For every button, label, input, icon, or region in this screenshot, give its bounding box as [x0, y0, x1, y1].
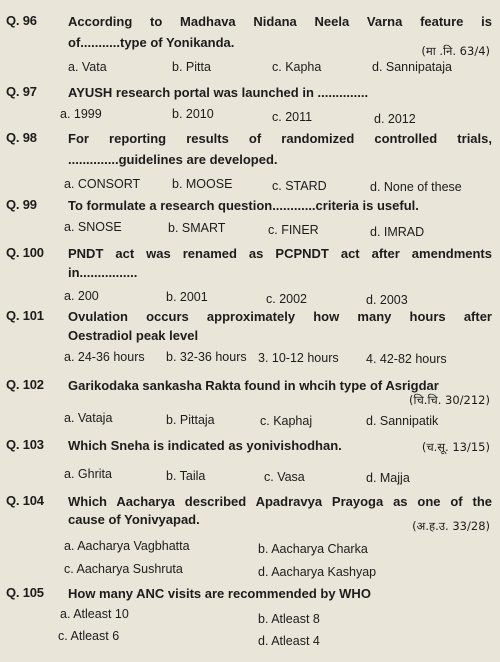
option-d: d. Sannipataja	[372, 60, 452, 74]
question-number: Q. 103	[6, 437, 44, 452]
question-stem-line2: in................	[68, 265, 138, 280]
option-a: a. Vataja	[64, 411, 113, 425]
option-a: a. 1999	[60, 107, 102, 121]
question-stem-line1: How many ANC visits are recommended by WHO	[68, 586, 371, 601]
option-b: b. Pitta	[172, 60, 211, 74]
question-stem-line2: ..............guidelines are developed.	[68, 152, 278, 167]
option-b: b. 32-36 hours	[166, 350, 247, 364]
option-b: b. SMART	[168, 221, 226, 235]
question-number: Q. 96	[6, 13, 37, 28]
question-number: Q. 99	[6, 197, 37, 212]
question-stem-line2: of...........type of Yonikanda.	[68, 35, 235, 50]
option-c: 3. 10-12 hours	[258, 351, 339, 365]
question-stem-line1: According to Madhava Nidana Neela Varna feature is	[68, 14, 492, 29]
option-b: b. 2010	[172, 107, 214, 121]
question-number: Q. 100	[6, 245, 44, 260]
option-c: c. FINER	[268, 223, 319, 237]
reference: (मा .नि. 63/4)	[421, 44, 490, 58]
option-b: b. Atleast 8	[258, 612, 320, 626]
option-c: c. Vasa	[264, 470, 305, 484]
option-d: 4. 42-82 hours	[366, 352, 447, 366]
question-stem-line1: PNDT act was renamed as PCPNDT act after amendments	[68, 246, 492, 261]
question-stem-line1: For reporting results of randomized controlled trials,	[68, 131, 492, 146]
option-d: d. IMRAD	[370, 225, 425, 239]
question-stem-line1: To formulate a research question............criteria is useful.	[68, 198, 419, 213]
question-stem-line2: Oestradiol peak level	[68, 328, 199, 343]
question-stem-line1: Ovulation occurs approximately how many hours after	[68, 309, 492, 324]
question-stem-line2: cause of Yonivyapad.	[68, 512, 200, 527]
question-number: Q. 97	[6, 84, 37, 99]
option-b: b. Taila	[166, 469, 206, 483]
option-c: c. Kapha	[272, 60, 322, 74]
option-a: a. Aacharya Vagbhatta	[64, 539, 190, 553]
option-c: c. 2011	[272, 110, 313, 124]
option-a: a. Atleast 10	[60, 607, 129, 621]
option-d: d. Sannipatik	[366, 414, 439, 428]
option-c: c. Atleast 6	[58, 629, 120, 643]
option-a: a. 200	[64, 289, 99, 303]
option-d: d. Majja	[366, 471, 410, 485]
option-b: b. Pittaja	[166, 413, 215, 427]
option-a: a. 24-36 hours	[64, 350, 145, 364]
option-d: d. 2003	[366, 293, 408, 307]
option-c: c. 2002	[266, 292, 308, 306]
question-number: Q. 102	[6, 377, 44, 392]
option-c: c. STARD	[272, 179, 327, 193]
question-stem-line1: Which Sneha is indicated as yonivishodhan.	[68, 438, 342, 453]
question-number: Q. 98	[6, 130, 37, 145]
option-a: a. Ghrita	[64, 467, 112, 481]
option-a: a. SNOSE	[64, 220, 122, 234]
option-d: d. Aacharya Kashyap	[258, 565, 377, 579]
question-stem-line1: Garikodaka sankasha Rakta found in whcih type of Asrigdar	[68, 378, 439, 393]
option-c: c. Kaphaj	[260, 414, 313, 428]
question-number: Q. 105	[6, 585, 44, 600]
question-number: Q. 104	[6, 493, 44, 508]
question-number: Q. 101	[6, 308, 44, 323]
option-a: a. Vata	[68, 60, 107, 74]
option-b: b. 2001	[166, 290, 208, 304]
question-stem-line1: Which Aacharya described Apadravya Prayoga as one of the	[68, 494, 492, 509]
reference: (चि.चि. 30/212)	[409, 393, 490, 407]
option-b: b. MOOSE	[172, 177, 233, 191]
option-d: d. None of these	[370, 180, 462, 194]
option-d: d. Atleast 4	[258, 634, 320, 648]
option-a: a. CONSORT	[64, 177, 141, 191]
option-b: b. Aacharya Charka	[258, 542, 368, 556]
option-d: d. 2012	[374, 112, 416, 126]
question-stem-line1: AYUSH research portal was launched in ..............	[68, 85, 369, 100]
reference: (च.सू. 13/15)	[421, 440, 490, 454]
option-c: c. Aacharya Sushruta	[64, 562, 183, 576]
reference: (अ.ह.उ. 33/28)	[412, 519, 490, 533]
